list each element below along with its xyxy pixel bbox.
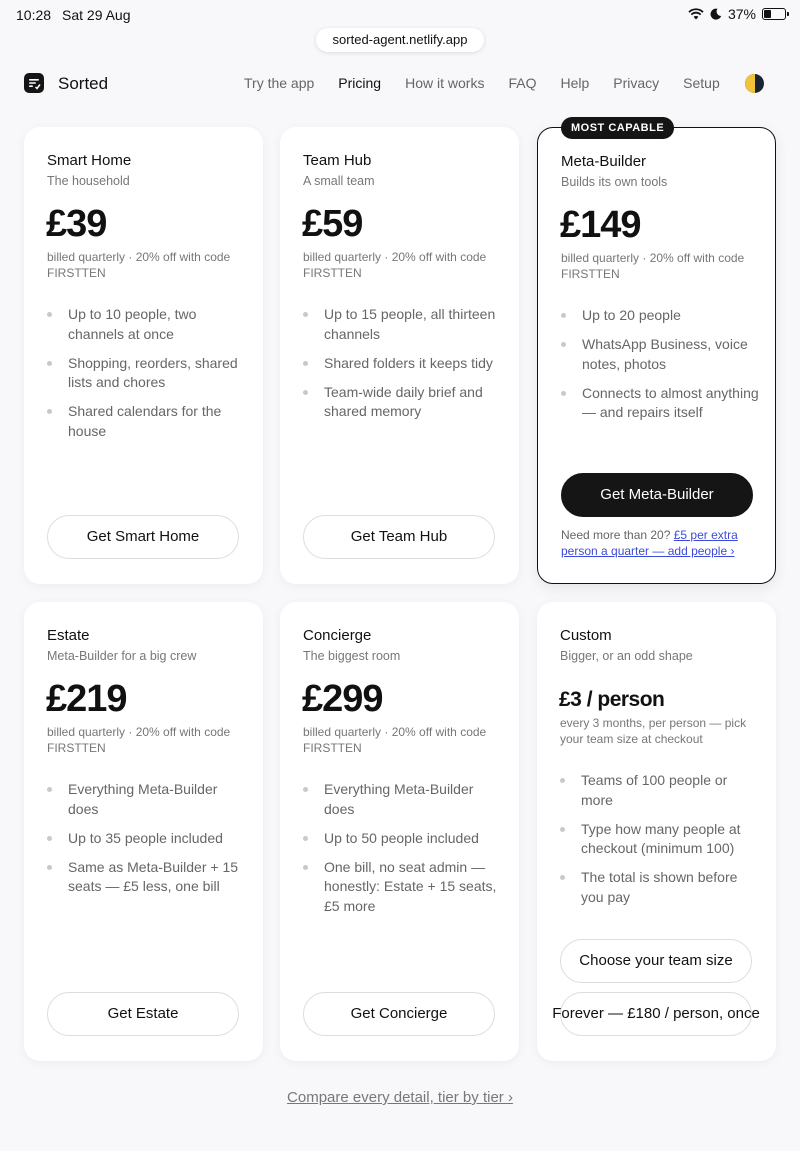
plan-features	[303, 780, 503, 926]
plan-billing-note: billed quarterly · 20% off with code FIRSTTEN	[303, 250, 487, 280]
plan-name: Team Hub	[303, 152, 372, 169]
nav-link-pricing[interactable]: Pricing	[338, 75, 382, 91]
plan-subtitle: A small team	[303, 174, 375, 188]
get-concierge-button[interactable]: Get Concierge	[303, 992, 495, 1036]
forever-plan-button[interactable]	[552, 992, 760, 1036]
extra-seats-note	[561, 528, 761, 559]
plan-price: £39	[46, 203, 107, 245]
status-time: 10:28	[16, 7, 52, 23]
get-estate-button[interactable]: Get Estate	[47, 992, 239, 1036]
plan-features	[47, 780, 247, 906]
plan-name: Meta-Builder	[561, 153, 647, 170]
feature-item: Up to 50 people included	[303, 829, 503, 849]
get-team-hub-button[interactable]: Get Team Hub	[303, 515, 495, 559]
compare-tiers-link[interactable]: Compare every detail, tier by tier ›	[287, 1089, 513, 1106]
feature-item: Teams of 100 people or more	[560, 771, 760, 810]
feature-item: Shopping, reorders, shared lists and chores	[47, 354, 247, 393]
plan-features	[47, 305, 247, 451]
plan-billing-note: billed quarterly · 20% off with code FIRSTTEN	[561, 251, 745, 281]
nav-link-privacy[interactable]: Privacy	[613, 75, 660, 91]
battery-percent: 37%	[727, 6, 756, 22]
feature-item: Everything Meta-Builder does	[303, 780, 503, 819]
status-indicators	[688, 6, 786, 22]
plan-subtitle: The household	[47, 174, 130, 188]
feature-item: One bill, no seat admin — honestly: Estate + 15 seats, £5 more	[303, 858, 503, 917]
moon-icon	[710, 8, 722, 20]
status-bar	[0, 0, 800, 30]
battery-level	[764, 10, 771, 18]
feature-item: Shared folders it keeps tidy	[303, 354, 503, 374]
feature-item: Up to 15 people, all thirteen channels	[303, 305, 503, 344]
plan-subtitle: Builds its own tools	[561, 175, 668, 189]
plan-card-concierge	[280, 602, 519, 1061]
nav-links	[244, 75, 744, 91]
plan-card-meta-builder	[537, 122, 776, 584]
nav-link-setup[interactable]: Setup	[683, 75, 720, 91]
brand-name[interactable]: Sorted	[58, 74, 109, 93]
plan-features	[303, 305, 503, 431]
feature-item: WhatsApp Business, voice notes, photos	[561, 335, 761, 374]
most-capable-badge: MOST CAPABLE	[561, 117, 674, 139]
plan-price: £59	[302, 203, 363, 245]
plan-billing-note: every 3 months, per person — pick your team size at checkout	[560, 716, 747, 746]
add-people-link[interactable]: £5 per extra person a quarter — add people ›	[561, 528, 738, 558]
theme-toggle-icon[interactable]	[745, 74, 764, 93]
feature-item: Up to 20 people	[561, 306, 761, 326]
plan-features	[561, 306, 761, 432]
feature-item: Team-wide daily brief and shared memory	[303, 383, 503, 422]
plan-card-smart-home	[24, 127, 263, 584]
feature-item: The total is shown before you pay	[560, 868, 760, 907]
feature-item: Up to 35 people included	[47, 829, 247, 849]
nav-link-help[interactable]: Help	[560, 75, 590, 91]
plan-billing-note: billed quarterly · 20% off with code FIRSTTEN	[47, 250, 231, 280]
plan-name: Estate	[47, 627, 90, 644]
status-date: Sat 29 Aug	[62, 7, 131, 23]
plan-card-team-hub	[280, 127, 519, 584]
nav-link-try-the-app[interactable]: Try the app	[244, 75, 315, 91]
plan-subtitle: Meta-Builder for a big crew	[47, 649, 197, 663]
forever-plan-label: Forever — £180 / person, once	[552, 1005, 760, 1022]
url-bar[interactable]: sorted-agent.netlify.app	[316, 28, 484, 52]
plan-card-estate	[24, 602, 263, 1061]
plan-billing-note: billed quarterly · 20% off with code FIRSTTEN	[303, 725, 487, 755]
plan-price: £149	[560, 204, 641, 246]
nav-link-how-it-works[interactable]: How it works	[405, 75, 485, 91]
sorted-logo-icon[interactable]	[24, 73, 44, 93]
plan-price: £3 / person	[559, 688, 665, 711]
get-smart-home-button[interactable]: Get Smart Home	[47, 515, 239, 559]
nav-link-faq[interactable]: FAQ	[508, 75, 537, 91]
plan-subtitle: The biggest room	[303, 649, 401, 663]
battery-icon	[762, 8, 786, 20]
feature-item: Type how many people at checkout (minimum 100)	[560, 820, 760, 859]
plan-features	[560, 771, 760, 917]
compare-tiers-link-wrap	[0, 1089, 800, 1106]
wifi-icon	[688, 8, 704, 20]
feature-item: Connects to almost anything — and repairs itself	[561, 384, 761, 423]
plan-name: Smart Home	[47, 152, 132, 169]
plan-name: Concierge	[303, 627, 372, 644]
feature-item: Up to 10 people, two channels at once	[47, 305, 247, 344]
top-nav	[0, 62, 800, 106]
choose-team-size-button[interactable]: Choose your team size	[560, 939, 752, 983]
feature-item: Shared calendars for the house	[47, 402, 247, 441]
plan-name: Custom	[560, 627, 612, 644]
feature-item: Same as Meta-Builder + 15 seats — £5 less, one bill	[47, 858, 247, 897]
feature-item: Everything Meta-Builder does	[47, 780, 247, 819]
plan-price: £219	[46, 678, 127, 720]
extra-seats-text: Need more than 20?	[561, 528, 674, 542]
get-meta-builder-button[interactable]: Get Meta-Builder	[561, 473, 753, 517]
plan-card-custom	[537, 602, 776, 1061]
plan-price: £299	[302, 678, 383, 720]
plan-subtitle: Bigger, or an odd shape	[560, 649, 693, 663]
plan-billing-note: billed quarterly · 20% off with code FIRSTTEN	[47, 725, 231, 755]
